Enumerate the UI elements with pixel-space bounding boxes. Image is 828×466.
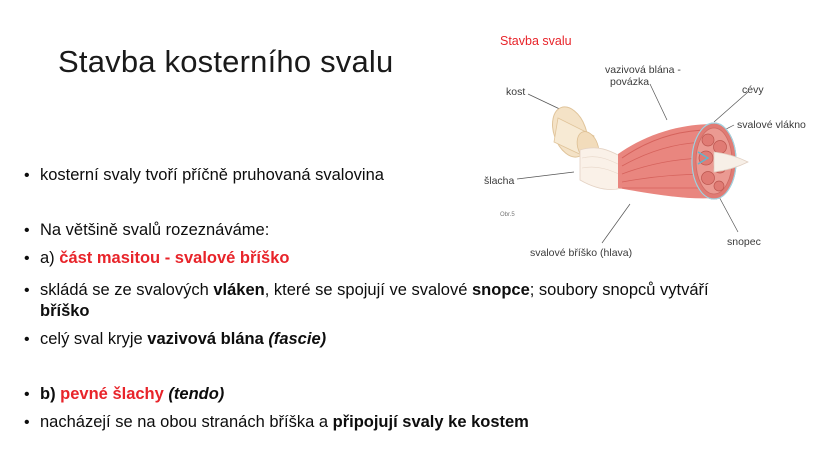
figure-caption: Stavba svalu (500, 34, 572, 48)
bullet-text-run: a) (40, 249, 60, 267)
bullet-text-run: ; soubory snopců vytváří (529, 281, 709, 299)
figure-label-slacha: šlacha (484, 175, 515, 187)
bullet-text-run: připojují svaly ke kostem (332, 413, 529, 431)
bullet-text-run: celý sval kryje (40, 330, 148, 348)
bullet-text-run: vláken (213, 281, 265, 299)
figure-label-vazivova-blana: vazivová blána - (605, 64, 681, 76)
figure-label-snopec: snopec (727, 236, 761, 248)
list-item (22, 412, 762, 433)
muscle-structure-figure (462, 12, 818, 264)
bullet-text-run: , které se spojují ve svalové (264, 281, 472, 299)
bullet-text-run: vazivová blána (147, 330, 269, 348)
figure-label-svalove-brisko: svalové bříško (hlava) (530, 247, 633, 259)
bullet-text-run: pevné šlachy (60, 385, 169, 403)
bullet-text-run: část masitou - svalové bříško (59, 249, 290, 267)
bullet-text-run: skládá se ze svalových (40, 281, 214, 299)
list-item (22, 384, 762, 405)
bullet-text-run: nacházejí se na obou stranách bříška a (40, 413, 333, 431)
figure-label-kost: kost (506, 86, 526, 98)
list-item (22, 329, 762, 350)
muscle-diagram-svg (462, 12, 818, 264)
list-item (22, 280, 762, 322)
page-title: Stavba kosterního svalu (58, 44, 394, 79)
figure-label-cevy: cévy (742, 84, 764, 96)
bullet-text-run: (tendo) (168, 385, 225, 403)
tendon-shape (580, 148, 624, 190)
bullet-text-run: bříško (40, 302, 90, 320)
figure-label-svalove-vlakno: svalové vlákno (737, 119, 806, 131)
bullet-text-run: b) (40, 385, 61, 403)
bullet-text-run: kosterní svaly tvoří příčně pruhovaná svalovina (40, 166, 384, 184)
bullet-text-run: snopce (471, 281, 530, 299)
bullet-text-run: Na většině svalů rozeznáváme: (40, 221, 270, 239)
figure-source-note: Obr.5 (500, 212, 515, 218)
bullet-text-run: (fascie) (268, 330, 327, 348)
figure-label-povazka: povázka (610, 76, 650, 88)
